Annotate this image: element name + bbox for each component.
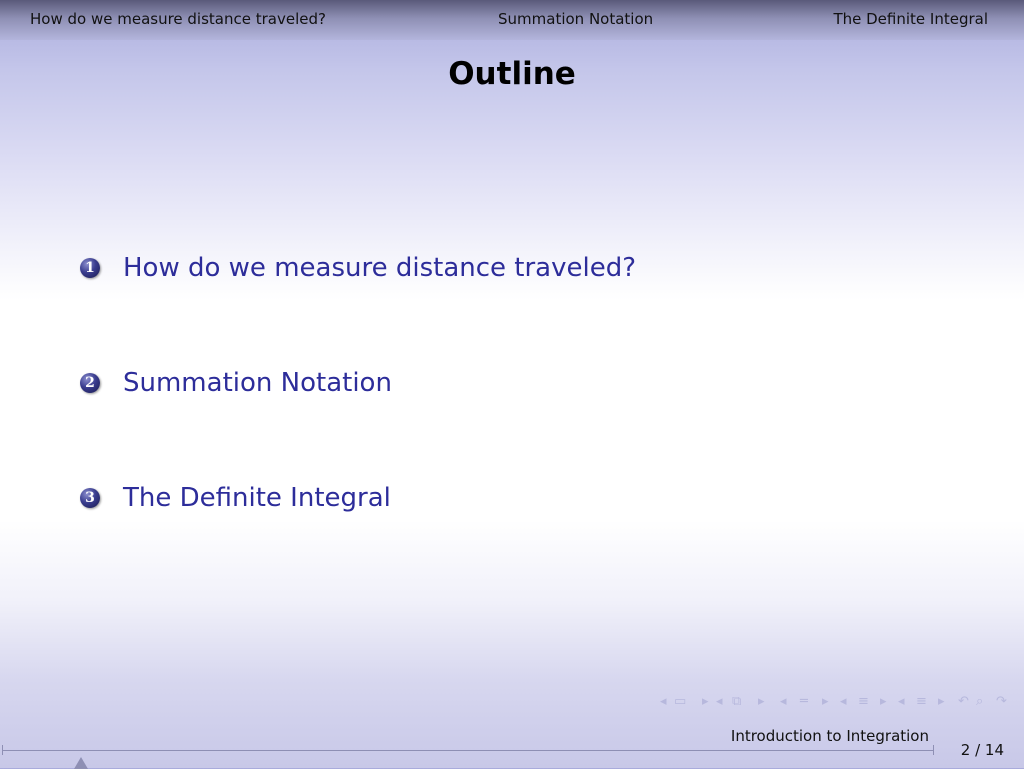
arrow-left-icon[interactable]: ◂ bbox=[660, 694, 667, 709]
arrow-left-icon[interactable]: ◂ bbox=[716, 694, 723, 709]
progress-marker-icon bbox=[74, 757, 88, 769]
forward-icon[interactable]: ↷ bbox=[996, 694, 1007, 709]
arrow-left-icon[interactable]: ◂ bbox=[898, 694, 905, 709]
toc-number-ball: 1 bbox=[80, 258, 100, 278]
search-icon[interactable]: ⌕ bbox=[976, 694, 984, 709]
navigation-symbols bbox=[660, 694, 1020, 714]
nav-section-definite-integral[interactable]: The Definite Integral bbox=[833, 10, 988, 28]
arrow-left-icon[interactable]: ◂ bbox=[840, 694, 847, 709]
arrow-left-icon[interactable]: ◂ bbox=[780, 694, 787, 709]
toc-item-label[interactable]: How do we measure distance traveled? bbox=[123, 253, 637, 283]
nav-section-summation[interactable]: Summation Notation bbox=[498, 10, 654, 28]
subsubsection-nav-icon[interactable]: ≡ bbox=[858, 694, 869, 709]
page-total: 14 bbox=[984, 741, 1004, 759]
toc-number-ball: 2 bbox=[80, 373, 100, 393]
toc-item-definite-integral[interactable] bbox=[80, 483, 391, 513]
frame-nav-icon[interactable]: ▭ bbox=[674, 694, 687, 709]
footer-title: Introduction to Integration bbox=[730, 727, 929, 745]
frame-title: Outline bbox=[448, 56, 576, 92]
arrow-right-icon[interactable]: ▸ bbox=[758, 694, 765, 709]
arrow-right-icon[interactable]: ▸ bbox=[702, 694, 709, 709]
subsection-nav-icon[interactable]: ⧉ bbox=[732, 694, 742, 709]
arrow-right-icon[interactable]: ▸ bbox=[938, 694, 945, 709]
page-current: 2 bbox=[960, 741, 971, 759]
toc-number-ball: 3 bbox=[80, 488, 100, 508]
document-nav-icon[interactable]: ≡ bbox=[916, 694, 927, 709]
arrow-right-icon[interactable]: ▸ bbox=[822, 694, 829, 709]
progress-bar bbox=[2, 750, 934, 751]
section-nav-icon[interactable]: ═ bbox=[800, 694, 808, 709]
toc-item-distance[interactable] bbox=[80, 253, 636, 283]
progress-end-tick bbox=[933, 745, 934, 755]
toc-item-label[interactable]: The Definite Integral bbox=[123, 483, 391, 513]
nav-section-distance[interactable]: How do we measure distance traveled? bbox=[30, 10, 326, 28]
page-separator: / bbox=[975, 741, 981, 759]
toc-item-label[interactable]: Summation Notation bbox=[123, 368, 392, 398]
arrow-right-icon[interactable]: ▸ bbox=[880, 694, 887, 709]
page-number bbox=[961, 741, 1004, 759]
back-icon[interactable]: ↶ bbox=[958, 694, 969, 709]
toc-item-summation[interactable] bbox=[80, 368, 392, 398]
